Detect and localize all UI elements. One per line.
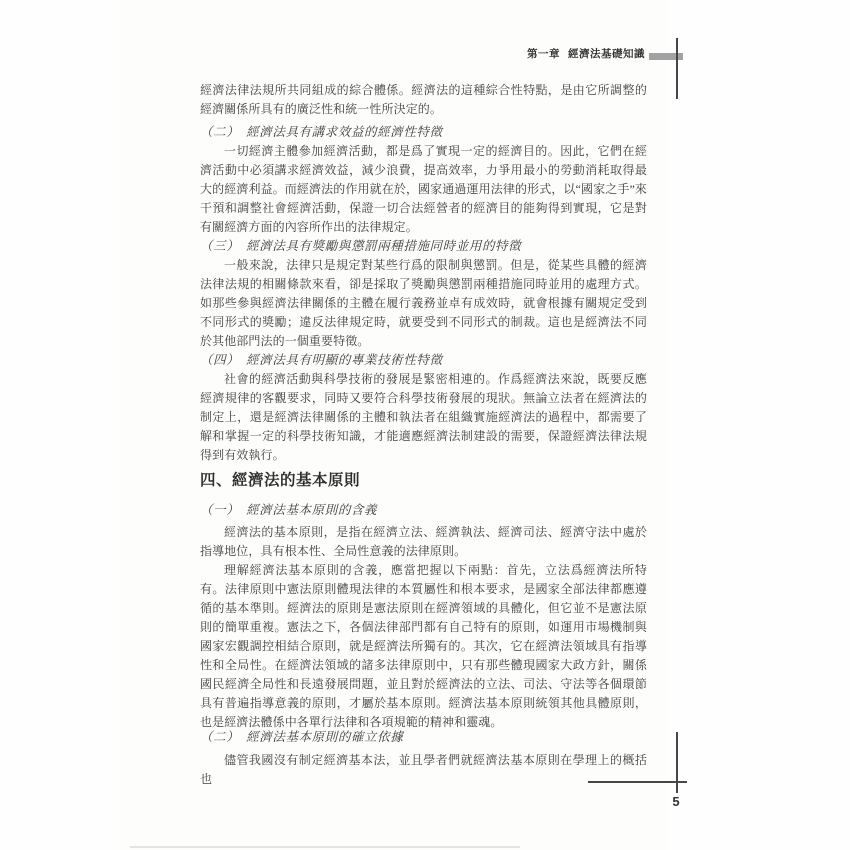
paragraph: 一般來說，法律只是規定對某些行爲的限制與懲罰。但是，從某些具體的經濟法律法規的相關條款來看，卻是採取了獎勵與懲罰兩種措施同時並用的處理方式。如那些參與經濟法律關係的主體在履行義務並卓有成效時，就會根據有關規定受到不同形式的獎勵；違反法律規定時，就要受到不同形式的制裁。這也是經濟法不同於其他部門法的一個重要特徵。 <box>200 258 647 348</box>
header-vertical-rule <box>676 38 678 99</box>
scan-edge-artifact <box>130 846 520 848</box>
paragraph: 經濟法的基本原則，是指在經濟立法、經濟執法、經濟司法、經濟守法中處於指導地位，具有根本性、全局性意義的法律原則。 <box>200 525 647 558</box>
section-heading: 四、經濟法的基本原則 <box>200 472 361 489</box>
text-column <box>200 0 647 850</box>
subheading: （四） 經濟法具有明顯的專業技術性特徵 <box>200 353 443 367</box>
subheading: （三） 經濟法具有獎勵與懲罰兩種措施同時並用的特徵 <box>200 239 522 253</box>
paragraph: 儘管我國沒有制定經濟基本法，並且學者們就經濟法基本原則在學理上的概括也 <box>200 753 647 786</box>
chapter-title: 經濟法基礎知識 <box>568 48 645 60</box>
paragraph: 社會的經濟活動與科學技術的發展是緊密相連的。作爲經濟法來說，既要反應經濟規律的客觀要求，同時又要符合科學技術發展的現狀。無論立法者在經濟法的制定上，還是經濟法律關係的主體和執法者在組織實施經濟法的過程中，都需要了解和掌握一定的科學技術知識，才能適應經濟法制建設的需要，保證經濟法律法規得到有效執行。 <box>200 372 647 462</box>
paragraph: 經濟法律法規所共同組成的綜合體係。經濟法的這種綜合性特點，是由它所調整的經濟關係所具有的廣泛性和統一性所決定的。 <box>200 83 647 116</box>
footer-vertical-rule <box>676 732 678 793</box>
subheading: （二） 經濟法基本原則的確立依據 <box>200 730 404 744</box>
page-number: 5 <box>672 794 680 809</box>
footer-horizontal-rule <box>588 781 687 783</box>
subheading: （二） 經濟法具有講求效益的經濟性特徵 <box>200 125 443 139</box>
paragraph: 理解經濟法基本原則的含義，應當把握以下兩點：首先，立法爲經濟法所特有。法律原則中憲法原則體現法律的本質屬性和根本要求，是國家全部法律都應遵循的基本準則。經濟法的原則是憲法原則在經濟領域的具體化，但它並不是憲法原則的簡單重複。憲法之下，各個法律部門都有自己特有的原則，如運用市場機制與國家宏觀調控相結合原則，就是經濟法所獨有的。其次，它在經濟法領域具有指導性和全局性。在經濟法領域的諸多法律原則中，只有那些體現國家大政方針，關係國民經濟全局性和長遠發展問題，並且對於經濟法的立法、司法、守法等各個環節具有普遍指導意義的原則，才屬於基本原則。經濟法基本原則統領其他具體原則，也是經濟法體係中各單行法律和各項規範的精神和靈魂。 <box>200 563 647 729</box>
subheading: （一） 經濟法基本原則的含義 <box>200 503 378 517</box>
chapter-label: 第一章 <box>527 48 560 60</box>
paragraph: 一切經濟主體參加經濟活動，都是爲了實現一定的經濟目的。因此，它們在經濟活動中必須講求經濟效益，減少浪費，提高效率，力爭用最小的勞動消耗取得最大的經濟利益。而經濟法的作用就在於，國家通過運用法律的形式，以“國家之手”來干預和調整社會經濟活動，保證一切合法經營者的經濟目的能夠得到實現，它是對有關經濟方面的內容所作出的法律規定。 <box>200 144 647 234</box>
